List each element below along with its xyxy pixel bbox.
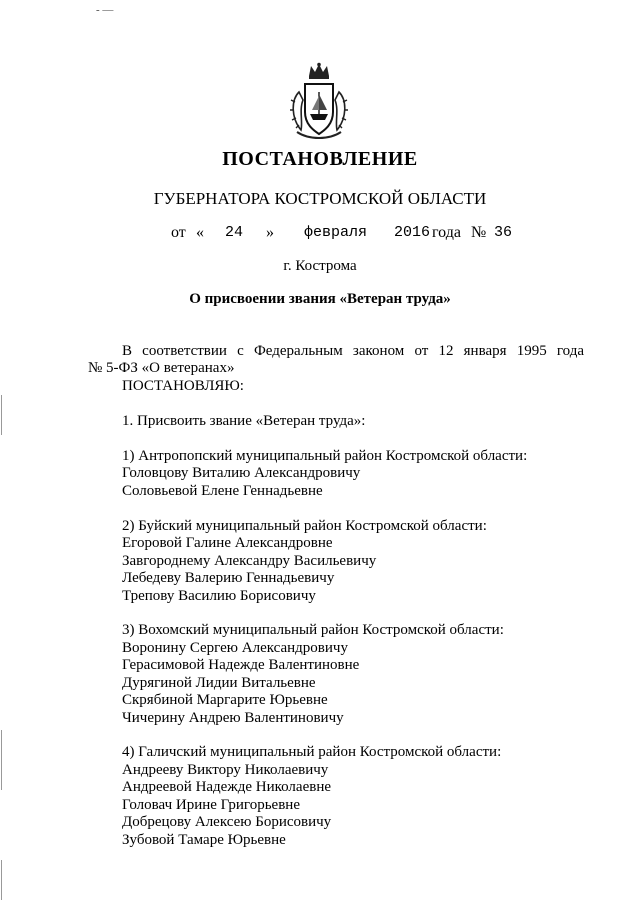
date-quote-close: » xyxy=(266,224,274,241)
scan-edge-line xyxy=(1,730,2,790)
person-name: Трепову Василию Борисовичу xyxy=(122,588,316,604)
person-name: Добрецову Алексею Борисовичу xyxy=(122,814,332,830)
scan-mark: - — xyxy=(96,4,114,16)
person-name: Андрееву Виктору Николаевичу xyxy=(122,762,329,778)
district-title: 2) Буйский муниципальный район Костромской области: xyxy=(122,518,487,534)
document-number: 36 xyxy=(494,224,513,241)
document-title: ПОСТАНОВЛЕНИЕ xyxy=(222,148,418,170)
date-day: 24 xyxy=(225,224,244,241)
person-name: Дурягиной Лидии Витальевне xyxy=(122,675,316,691)
coat-of-arms-icon xyxy=(287,62,351,144)
scan-edge-line xyxy=(1,395,2,435)
preamble-line-2: № 5-ФЗ «О ветеранах» xyxy=(88,360,235,376)
date-month: февраля xyxy=(304,224,368,241)
date-quote-open: « xyxy=(196,224,204,241)
date-year: 2016 xyxy=(394,224,431,241)
person-name: Соловьевой Елене Геннадьевне xyxy=(122,483,323,499)
document-number-sign: № xyxy=(471,224,487,241)
document-city: г. Кострома xyxy=(283,258,357,274)
person-name: Зубовой Тамаре Юрьевне xyxy=(122,832,286,848)
scan-edge-line xyxy=(1,860,2,900)
district-title: 3) Вохомский муниципальный район Костромской области: xyxy=(122,622,504,638)
decree-word: ПОСТАНОВЛЯЮ: xyxy=(122,378,244,394)
date-year-word: года xyxy=(432,224,461,241)
district-title: 4) Галичский муниципальный район Костромской области: xyxy=(122,744,502,760)
person-name: Воронину Сергею Александровичу xyxy=(122,640,348,656)
date-prefix: от xyxy=(171,224,186,241)
person-name: Герасимовой Надежде Валентиновне xyxy=(122,657,360,673)
person-name: Завгороднему Александру Васильевичу xyxy=(122,553,377,569)
person-name: Лебедеву Валерию Геннадьевичу xyxy=(122,570,335,586)
person-name: Егоровой Галине Александровне xyxy=(122,535,333,551)
person-name: Головцову Виталию Александровичу xyxy=(122,465,361,481)
person-name: Скрябиной Маргарите Юрьевне xyxy=(122,692,328,708)
person-name: Андреевой Надежде Николаевне xyxy=(122,779,332,795)
document-subtitle: ГУБЕРНАТОРА КОСТРОМСКОЙ ОБЛАСТИ xyxy=(153,189,487,208)
person-name: Чичерину Андрею Валентиновичу xyxy=(122,710,344,726)
clause-1: 1. Присвоить звание «Ветеран труда»: xyxy=(122,413,366,429)
preamble-line-1: В соответствии с Федеральным законом от 12 января 1995 года xyxy=(122,343,584,359)
person-name: Головач Ирине Григорьевне xyxy=(122,797,300,813)
district-title: 1) Антропопский муниципальный район Костромской области: xyxy=(122,448,528,464)
document-heading: О присвоении звания «Ветеран труда» xyxy=(189,291,451,307)
